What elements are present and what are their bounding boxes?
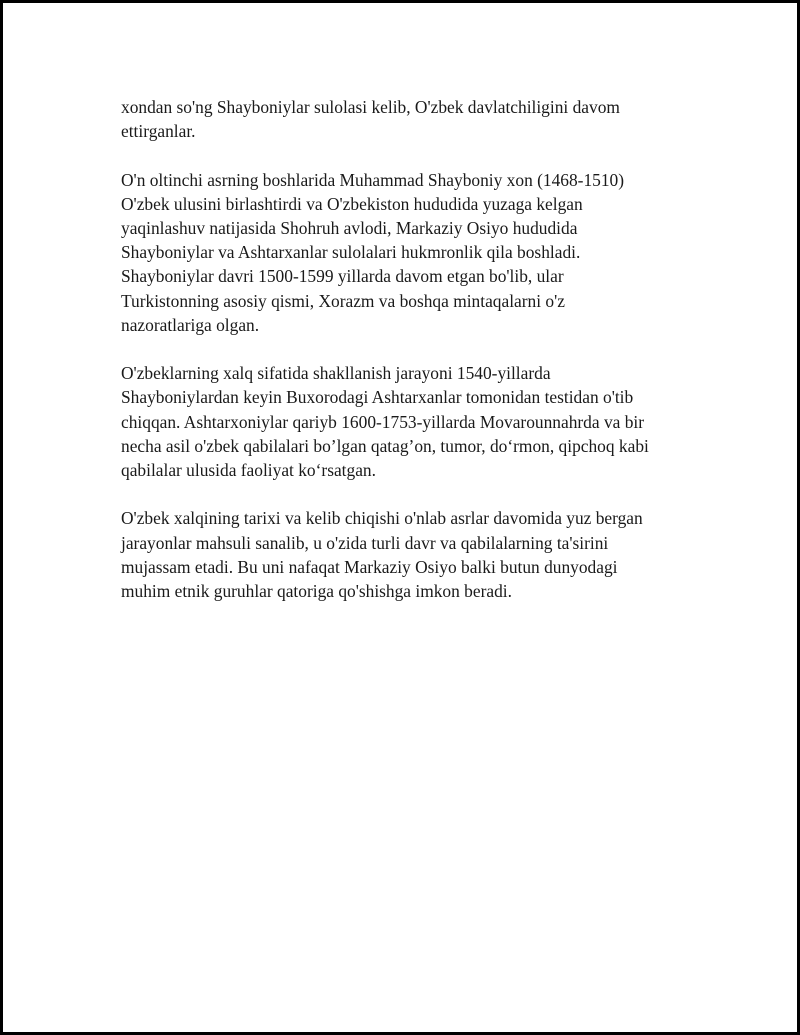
- paragraph-uzbek-formation: O'zbeklarning xalq sifatida shakllanish jarayoni 1540-yillarda Shayboniylardan keyin Buxorodagi Ashtarxanlar tomonidan testidan o'tib chiqqan. Ashtarxoniylar qariyb 1600-1753-yillarda Movarounnahrda va bir necha asil o'zbek qabilalari bo’lgan qatag’on, tumor, do‘rmon, qipchoq kabi qabilalar ulusida faoliyat ko‘rsatgan.: [121, 363, 649, 481]
- paragraph-uzbek-history-summary: O'zbek xalqining tarixi va kelib chiqishi o'nlab asrlar davomida yuz bergan jarayonlar mahsuli sanalib, u o'zida turli davr va qabilalarning ta'sirini mujassam etadi. Bu uni nafaqat Markaziy Osiyo balki butun dunyodagi muhim etnik guruhlar qatoriga qo'shishga imkon beradi.: [121, 508, 643, 602]
- document-body: [121, 95, 691, 627]
- paragraph-shayboniylar-continuation: xondan so'ng Shayboniylar sulolasi kelib, O'zbek davlatchiligini davom ettirganlar.: [121, 97, 620, 142]
- paragraph-sixteenth-century: O'n oltinchi asrning boshlarida Muhammad Shayboniy xon (1468-1510) O'zbek ulusini birlashtirdi va O'zbekiston hududida yuzaga kelgan yaqinlashuv natijasida Shohruh avlodi, Markaziy Osiyo hududida Shayboniylar va Ashtarxanlar sulolalari hukmronlik qila boshladi. Shayboniylar davri 1500-1599 yillarda davom etgan bo'lib, ular Turkistonning asosiy qismi, Xorazm va boshqa mintaqalarni o'z nazoratlariga olgan.: [121, 169, 625, 335]
